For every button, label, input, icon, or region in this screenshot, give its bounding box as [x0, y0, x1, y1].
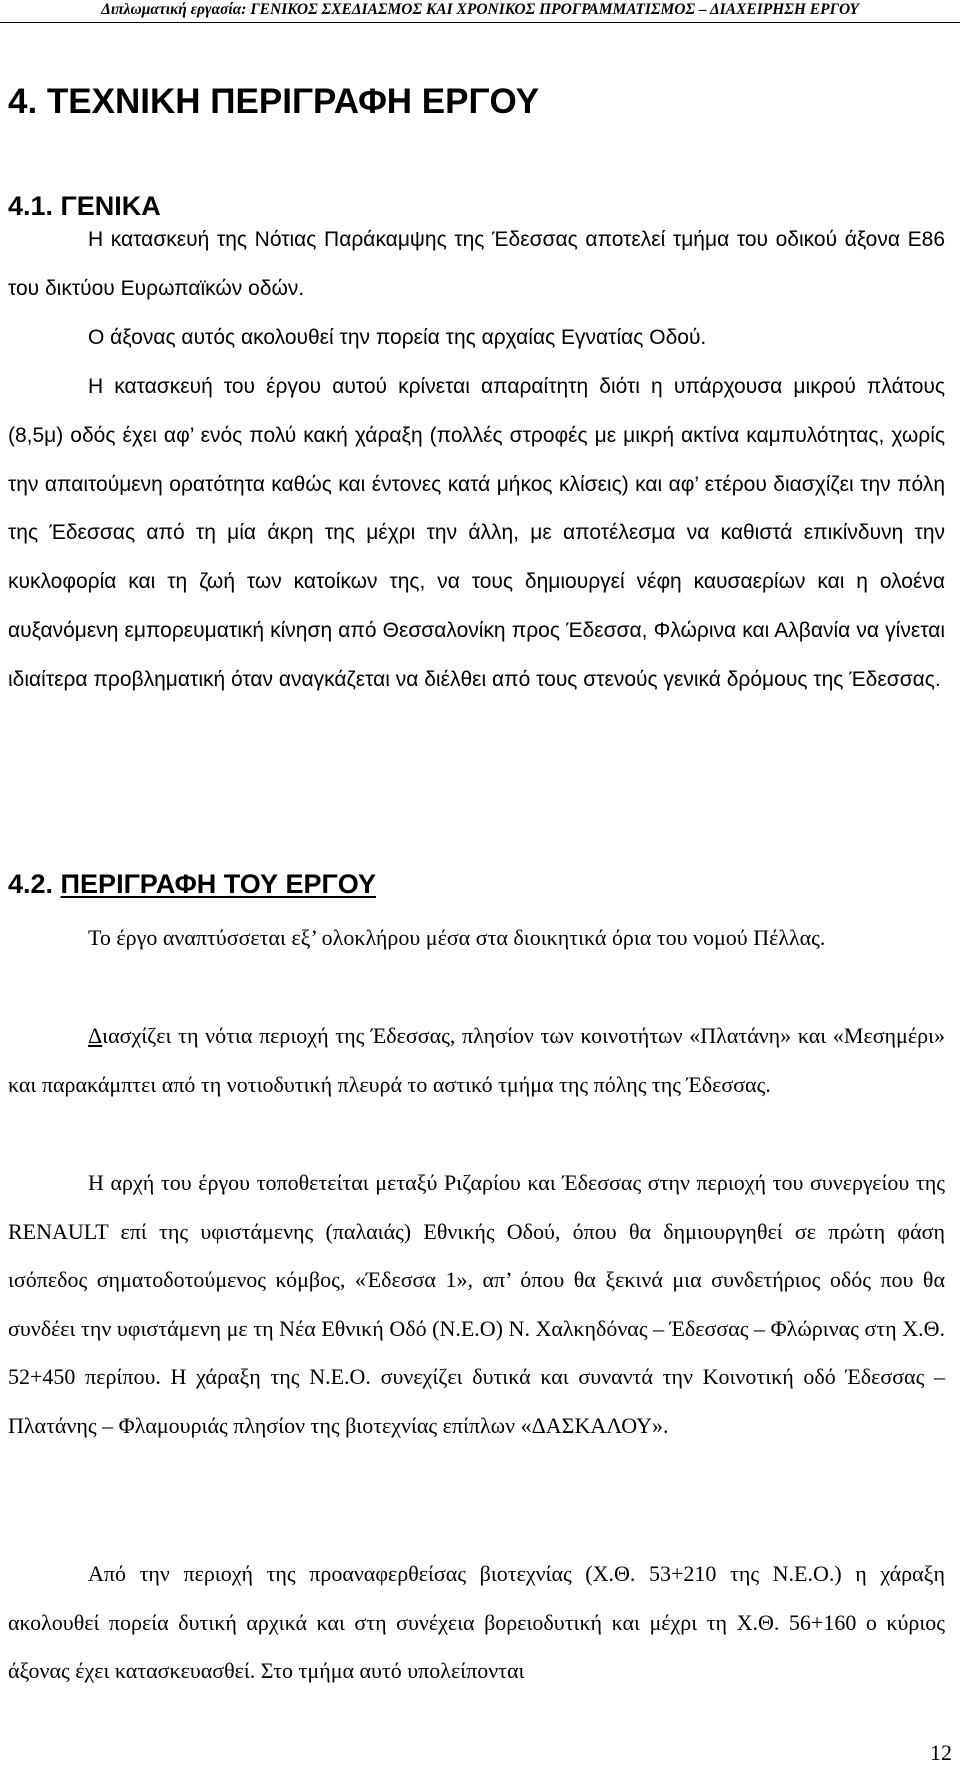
paragraph-4-2-3: Η αρχή του έργου τοποθετείται μεταξύ Ριζαρίου και Έδεσσας στην περιοχή του συνεργείου της RENAULT επί της υφιστάμενης (παλαιάς) Εθνικής Οδού, όπου θα δημιουργηθεί σε πρώτη φάση ισόπεδος σηματοδοτούμενος κόμβος, «Έδεσσα 1», απ’ όπου θα ξεκινά μια συνδετήριος οδός που θα συνδέει την υφιστάμενη με τη Νέα Εθνική Οδό (Ν.Ε.Ο) Ν. Χαλκηδόνας – Έδεσσας – Φλώρινας στη Χ.Θ. 52+450 περίπου. Η χάραξη της Ν.Ε.Ο. συνεχίζει δυτικά και συναντά την Κοινοτική οδό Έδεσσας – Πλατάνης – Φλαμουριάς πλησίον της βιοτεχνίας επίπλων «ΔΑΣΚΑΛΟΥ».: [8, 1170, 945, 1438]
paragraph-4-1-1: Η κατασκευή της Νότιας Παράκαμψης της Έδεσσας αποτελεί τμήμα του οδικού άξονα Ε86 του δικτύου Ευρωπαϊκών οδών.: [8, 228, 945, 300]
section-4-1-title: 4.1. ΓΕΝΙΚΑ: [8, 191, 161, 221]
paragraph-4-2-1: Το έργο αναπτύσσεται εξ’ ολοκλήρου μέσα στα διοικητικά όρια του νομού Πέλλας.: [88, 925, 826, 950]
section-4-title: 4. ΤΕΧΝΙΚΗ ΠΕΡΙΓΡΑΦΗ ΕΡΓΟΥ: [8, 82, 540, 121]
section-4-2-heading: ΠΕΡΙΓΡΑΦΗ ΤΟΥ ΕΡΓΟΥ: [60, 869, 377, 899]
section-4-2-title: [8, 868, 376, 900]
paragraph-4-2-4: Από την περιοχή της προαναφερθείσας βιοτεχνίας (Χ.Θ. 53+210 της Ν.Ε.Ο.) η χάραξη ακολουθεί πορεία δυτική αρχικά και στη συνέχεια βορειοδυτική και μέχρι τη Χ.Θ. 56+160 ο κύριος άξονας έχει κατασκευασθεί. Στο τμήμα αυτό υπολείπονται: [8, 1561, 945, 1684]
drop-letter: Δ: [88, 1023, 103, 1048]
running-header: Διπλωματική εργασία: ΓΕΝΙΚΟΣ ΣΧΕΔΙΑΣΜΟΣ ΚΑΙ ΧΡΟΝΙΚΟΣ ΠΡΟΓΡΑΜΜΑΤΙΣΜΟΣ – ΔΙΑΧΕΙΡΗΣΗ ΕΡΓΟΥ: [0, 0, 960, 23]
paragraph-4-2-2: [8, 1012, 945, 1109]
paragraph-4-1-2: Ο άξονας αυτός ακολουθεί την πορεία της αρχαίας Εγνατίας Οδού.: [88, 326, 707, 349]
paragraph-4-1-3: Η κατασκευή του έργου αυτού κρίνεται απαραίτητη διότι η υπάρχουσα μικρού πλάτους (8,5μ) οδός έχει αφ’ ενός πολύ κακή χάραξη (πολλές στροφές με μικρή ακτίνα καμπυλότητας, χωρίς την απαιτούμενη ορατότητα καθώς και έντονες κατά μήκος κλίσεις) και αφ’ ετέρου διασχίζει την πόλη της Έδεσσας από τη μία άκρη της μέχρι την άλλη, με αποτέλεσμα να καθιστά επικίνδυνη την κυκλοφορία και τη ζωή των κατοίκων της, να τους δημιουργεί νέφη καυσαερίων και η ολοένα αυξανόμενη εμπορευματική κίνηση από Θεσσαλονίκη προς Έδεσσα, Φλώρινα και Αλβανία να γίνεται ιδιαίτερα προβληματική όταν αναγκάζεται να διέλθει από τους στενούς γενικά δρόμους της Έδεσσας.: [8, 375, 945, 691]
paragraph-4-2-2-text: ιασχίζει τη νότια περιοχή της Έδεσσας, πλησίον των κοινοτήτων «Πλατάνη» και «Μεσημέρι» και παρακάμπτει από τη νοτιοδυτική πλευρά το αστικό τμήμα της πόλης της Έδεσσας.: [8, 1023, 945, 1097]
page-number: 12: [930, 1740, 952, 1765]
section-4-2-number: 4.2.: [8, 869, 61, 899]
